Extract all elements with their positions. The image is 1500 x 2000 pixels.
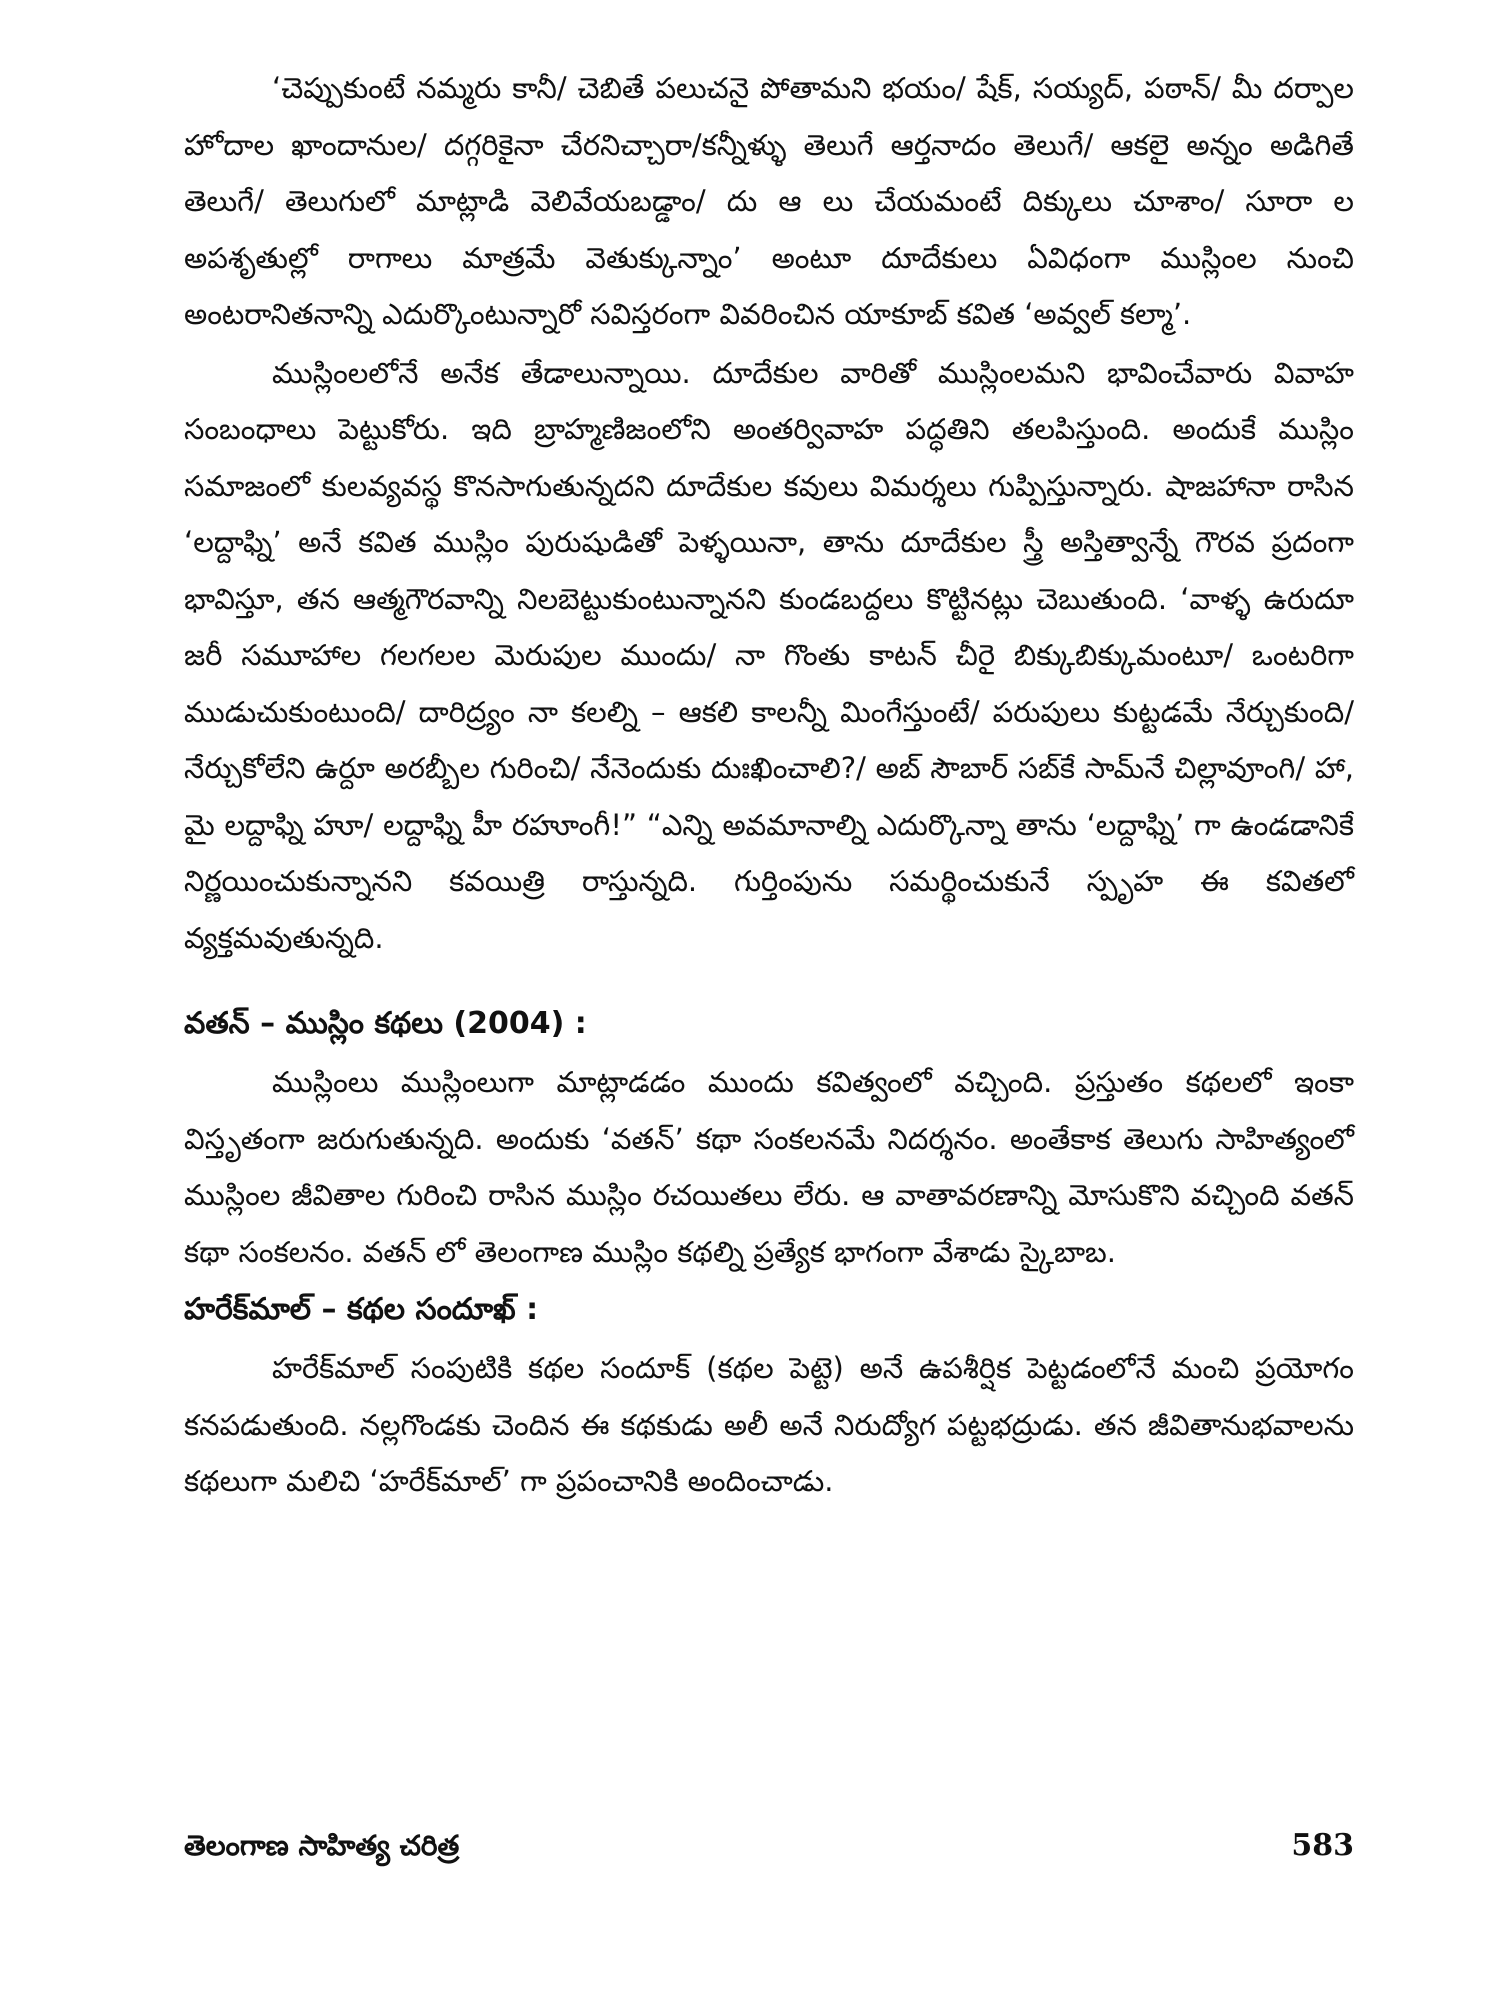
page-footer	[184, 1828, 1354, 1869]
section-heading-harekmal: హరేక్‌మాల్ – కథల సందూఖ్ :	[184, 1292, 539, 1327]
footer-book-title: తెలంగాణ సాహిత్య చరిత్ర	[184, 1829, 460, 1862]
paragraph-harekmal: హరేక్‌మాల్ సంపుటికి కథల సందూక్ (కథల పెట్టె) అనే ఉపశీర్షిక పెట్టడంలోనే మంచి ప్రయోగం కనపడుతుంది. నల్లగొండకు చెందిన ఈ కథకుడు అలీ అనే నిరుద్యోగ పట్టభద్రుడు. తన జీవితానుభవాలను కథలుగా మలిచి ‘హరేక్‌మాల్’ గా ప్రపంచానికి అందించాడు.	[184, 1351, 1354, 1498]
page-number: 583	[1291, 1828, 1354, 1863]
paragraph-avval-kalma: ‘చెప్పుకుంటే నమ్మరు కానీ/ చెబితే పలుచనై పోతామని భయం/ షేక్, సయ్యద్, పఠాన్/ మీ దర్పాల హోదాల ఖాందానుల/ దగ్గరికైనా చేరనిచ్చారా/కన్నీళ్ళు తెలుగే ఆర్తనాదం తెలుగే/ ఆకలై అన్నం అడిగితే తెలుగే/ తెలుగులో మాట్లాడి వెలివేయబడ్డాం/ దు ఆ లు చేయమంటే దిక్కులు చూశాం/ సూరా ల అపశృతుల్లో రాగాలు మాత్రమే వెతుక్కున్నాం’ అంటూ దూదేకులు ఏవిధంగా ముస్లింల నుంచి అంటరానితనాన్ని ఎదుర్కొంటున్నారో సవిస్తరంగా వివరించిన యాకూబ్ కవిత ‘అవ్వల్ కల్మా’.	[184, 71, 1354, 331]
paragraph-vatan: ముస్లింలు ముస్లింలుగా మాట్లాడడం ముందు కవిత్వంలో వచ్చింది. ప్రస్తుతం కథలలో ఇంకా విస్తృతంగా జరుగుతున్నది. అందుకు ‘వతన్’ కథా సంకలనమే నిదర్శనం. అంతేకాక తెలుగు సాహిత్యంలో ముస్లింల జీవితాల గురించి రాసిన ముస్లిం రచయితలు లేరు. ఆ వాతావరణాన్ని మోసుకొని వచ్చింది వతన్ కథా సంకలనం. వతన్ లో తెలంగాణ ముస్లిం కథల్ని ప్రత్యేక భాగంగా వేశాడు స్కైబాబ.	[184, 1065, 1354, 1269]
page-content	[184, 60, 1354, 1940]
section-heading-vatan: వతన్ – ముస్లిం కథలు (2004) :	[184, 1006, 587, 1041]
paragraph-laddaphni: ముస్లింలలోనే అనేక తేడాలున్నాయి. దూదేకుల వారితో ముస్లింలమని భావించేవారు వివాహ సంబంధాలు పెట్టుకోరు. ఇది బ్రాహ్మణిజంలోని అంతర్వివాహ పద్ధతిని తలపిస్తుంది. అందుకే ముస్లిం సమాజంలో కులవ్యవస్థ కొనసాగుతున్నదని దూదేకుల కవులు విమర్శలు గుప్పిస్తున్నారు. షాజహానా రాసిన ‘లద్దాఫ్ని’ అనే కవిత ముస్లిం పురుషుడితో పెళ్ళయినా, తాను దూదేకుల స్త్రీ అస్తిత్వాన్నే గౌరవ ప్రదంగా భావిస్తూ, తన ఆత్మగౌరవాన్ని నిలబెట్టుకుంటున్నానని కుండబద్దలు కొట్టినట్లు చెబుతుంది. ‘వాళ్ళ ఉరుదూ జరీ సమూహాల గలగలల మెరుపుల ముందు/ నా గొంతు కాటన్ చీరై బిక్కుబిక్కుమంటూ/ ఒంటరిగా ముడుచుకుంటుంది/ దారిద్ర్యం నా కలల్ని – ఆకలి కాలన్నీ మింగేస్తుంటే/ పరుపులు కుట్టడమే నేర్చుకుంది/ నేర్చుకోలేని ఉర్దూ అరబ్బీల గురించి/ నేనెందుకు దుఃఖించాలి?/ అబ్ సౌబార్ సబ్‌కే సామ్‌నే చిల్లావూంగి/ హా, మై లద్దాఫ్ని హూ/ లద్దాఫ్ని హీ రహూంగీ!” “ఎన్ని అవమానాల్ని ఎదుర్కొన్నా తాను ‘లద్దాఫ్ని’ గా ఉండడానికే నిర్ణయించుకున్నానని కవయిత్రి రాస్తున్నది. గుర్తింపును సమర్థించుకునే స్పృహ ఈ కవితలో వ్యక్తమవుతున్నది.	[184, 355, 1354, 955]
